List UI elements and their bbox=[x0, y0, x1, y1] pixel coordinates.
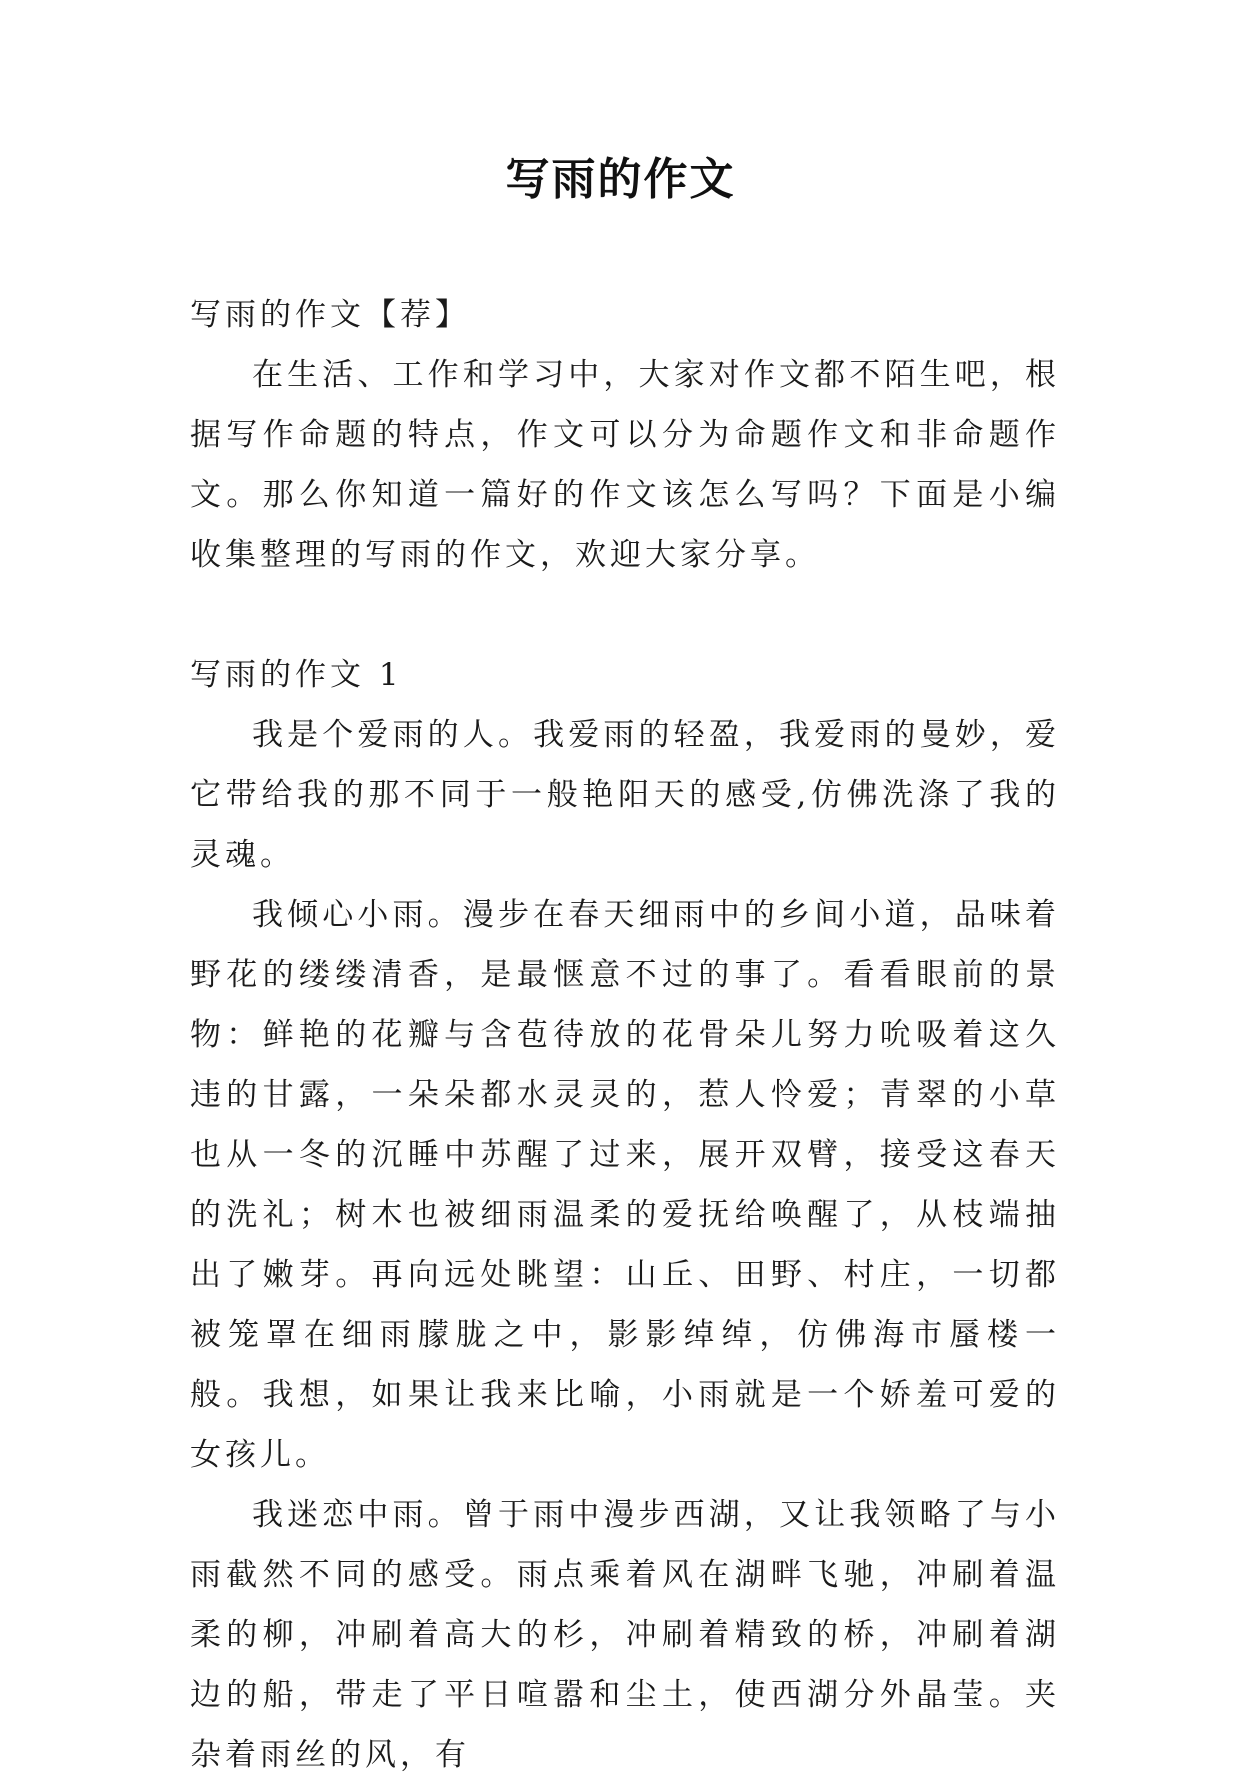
body-paragraph: 我倾心小雨。漫步在春天细雨中的乡间小道，品味着野花的缕缕清香，是最惬意不过的事了。看看眼前的景物：鲜艳的花瓣与含苞待放的花骨朵儿努力吮吸着这久违的甘露，一朵朵都水灵灵的，惹人怜爱；青翠的小草也从一冬的沉睡中苏醒了过来，展开双臂，接受这春天的洗礼；树木也被细雨温柔的爱抚给唤醒了，从枝端抽出了嫩芽。再向远处眺望：山丘、田野、村庄，一切都被笼罩在细雨朦胧之中，影影绰绰，仿佛海市蜃楼一般。我想，如果让我来比喻，小雨就是一个娇羞可爱的女孩儿。 bbox=[190, 897, 1060, 1473]
document-subtitle: 写雨的作文【荐】 bbox=[190, 297, 470, 333]
document-title: 写雨的作文 bbox=[505, 154, 736, 205]
intro-paragraph: 在生活、工作和学习中，大家对作文都不陌生吧，根据写作命题的特点，作文可以分为命题作文和非命题作文。那么你知道一篇好的作文该怎么写吗？下面是小编收集整理的写雨的作文，欢迎大家分享。 bbox=[190, 357, 1060, 573]
section-spacer bbox=[190, 585, 1060, 645]
section-heading: 写雨的作文 1 bbox=[190, 657, 403, 693]
body-paragraph: 我迷恋中雨。曾于雨中漫步西湖，又让我领略了与小雨截然不同的感受。雨点乘着风在湖畔飞驰，冲刷着温柔的柳，冲刷着高大的杉，冲刷着精致的桥，冲刷着湖边的船，带走了平日喧嚣和尘土，使西湖分外晶莹。夹杂着雨丝的风，有 bbox=[190, 1497, 1060, 1773]
document-body bbox=[190, 285, 1060, 1785]
body-paragraph: 我是个爱雨的人。我爱雨的轻盈，我爱雨的曼妙，爱它带给我的那不同于一般艳阳天的感受,仿佛洗涤了我的灵魂。 bbox=[190, 717, 1060, 873]
